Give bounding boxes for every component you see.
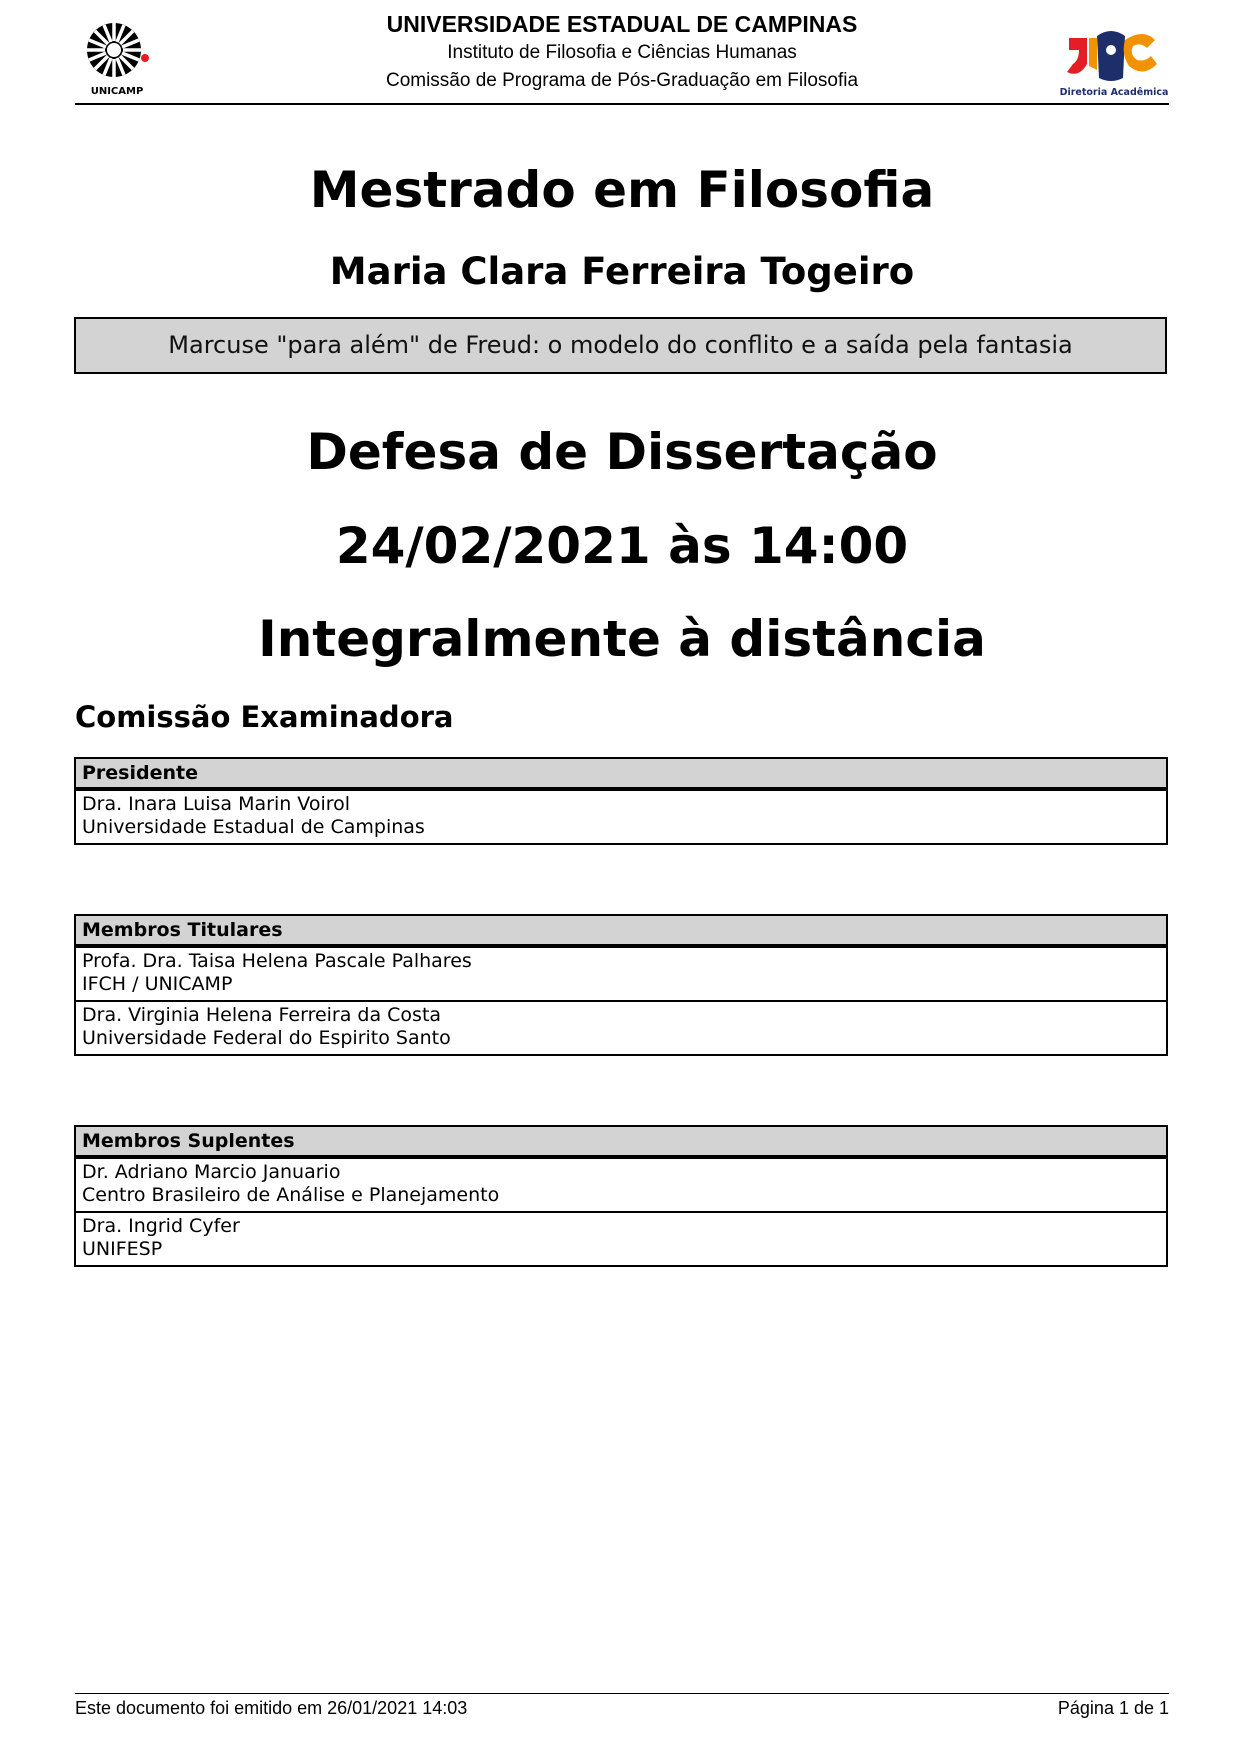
board-heading: Presidente <box>76 759 1166 789</box>
board-president <box>74 757 1168 845</box>
degree-title: Mestrado em Filosofia <box>309 161 935 219</box>
board-member <box>76 789 1166 843</box>
board-titular-members <box>74 914 1168 1056</box>
thesis-title-box <box>74 317 1167 374</box>
document-header <box>75 8 1169 105</box>
student-name: Maria Clara Ferreira Togeiro <box>329 250 915 293</box>
board-member <box>76 1211 1166 1265</box>
board-substitute-members <box>74 1125 1168 1267</box>
event-datetime: 24/02/2021 às 14:00 <box>335 517 909 575</box>
dac-logo <box>1059 20 1169 100</box>
member-name: Dra. Virginia Helena Ferreira da Costa <box>82 1004 442 1026</box>
board-member <box>76 1000 1166 1054</box>
committee-heading: Comissão Examinadora <box>75 700 454 734</box>
board-member <box>76 946 1166 1000</box>
board-heading: Membros Suplentes <box>76 1127 1166 1157</box>
member-institution: Universidade Federal do Espirito Santo <box>82 1027 451 1049</box>
university-name: UNIVERSIDADE ESTADUAL DE CAMPINAS <box>386 11 858 37</box>
member-name: Dra. Inara Luisa Marin Voirol <box>82 793 351 815</box>
member-institution: Centro Brasileiro de Análise e Planejamento <box>82 1184 500 1206</box>
member-institution: Universidade Estadual de Campinas <box>82 816 425 838</box>
unicamp-logo-icon <box>81 18 153 98</box>
event-mode: Integralmente à distância <box>258 610 986 668</box>
board-member <box>76 1157 1166 1211</box>
page-number: Página 1 de 1 <box>1057 1698 1169 1718</box>
member-name: Dra. Ingrid Cyfer <box>82 1215 240 1237</box>
member-name: Dr. Adriano Marcio Januario <box>82 1161 341 1183</box>
dac-logo-icon <box>1059 20 1169 100</box>
institution-heading <box>215 8 1029 96</box>
member-institution: UNIFESP <box>82 1238 163 1260</box>
board-heading: Membros Titulares <box>76 916 1166 946</box>
unicamp-logo-text: UNICAMP <box>90 86 144 97</box>
document-footer <box>75 1693 1169 1718</box>
dac-logo-text: Diretoria Acadêmica <box>1059 87 1169 98</box>
member-name: Profa. Dra. Taisa Helena Pascale Palhares <box>82 950 472 972</box>
event-title: Defesa de Dissertação <box>306 423 938 481</box>
member-institution: IFCH / UNICAMP <box>82 973 233 995</box>
issue-date: Este documento foi emitido em 26/01/2021 14:03 <box>75 1698 468 1718</box>
institute-name: Instituto de Filosofia e Ciências Humanas <box>447 42 797 63</box>
unicamp-logo <box>81 18 153 98</box>
commission-name: Comissão de Programa de Pós-Graduação em Filosofia <box>385 70 859 91</box>
thesis-title: Marcuse "para além" de Freud: o modelo do conflito e a saída pela fantasia <box>168 331 1073 359</box>
